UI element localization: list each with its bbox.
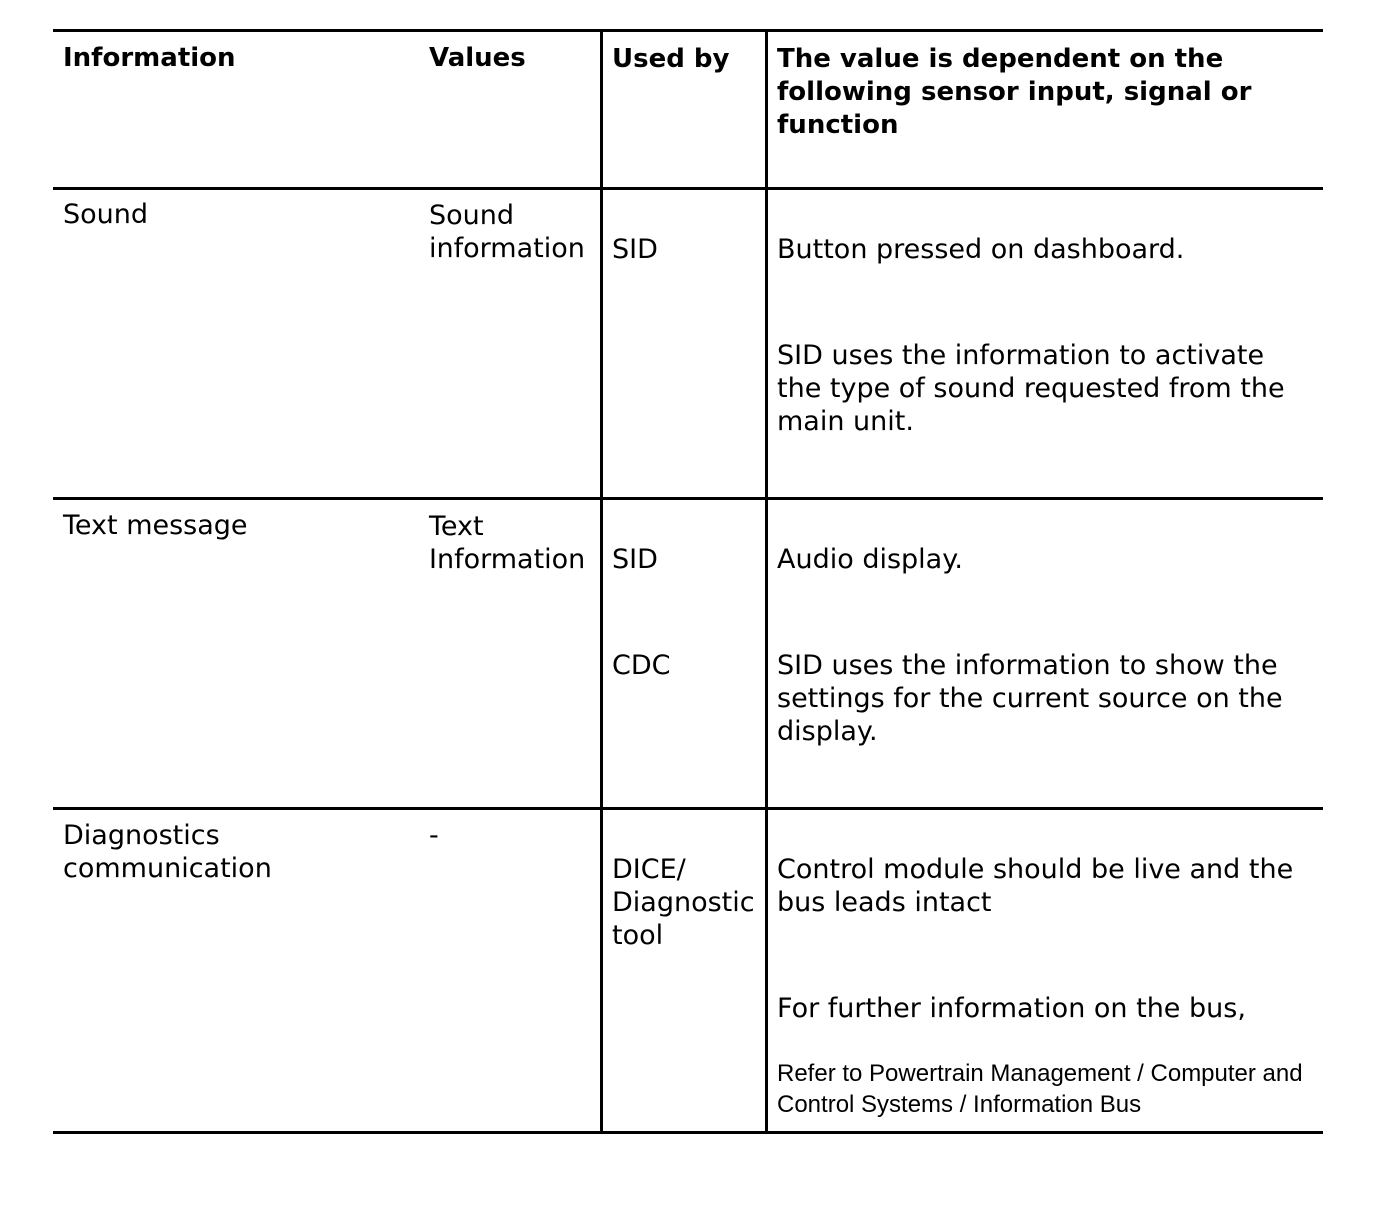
row-2-used-by-item-1: SID [612, 544, 658, 575]
row-3-dependent [777, 820, 1377, 1153]
row-2-used-by-item-2: CDC [612, 650, 671, 681]
row-2-dependent-line-1: Audio display. [777, 544, 963, 575]
header-used-by: Used by [612, 44, 730, 74]
row-divider-2 [53, 807, 1323, 810]
row-2-dependent-line-2: SID uses the information to show the settings for the current source on the display. [777, 650, 1283, 747]
row-3-used-by [612, 820, 755, 985]
row-2-used-by [612, 510, 671, 715]
header-values: Values [429, 43, 526, 73]
row-2-information: Text message [63, 510, 248, 541]
row-1-information: Sound [63, 199, 149, 230]
header-bottom-border [53, 187, 1323, 190]
header-information: Information [63, 43, 236, 73]
row-1-used-by-item: SID [612, 234, 658, 265]
row-2-dependent [777, 510, 1317, 781]
row-1-dependent [777, 200, 1317, 471]
row-3-dependent-line-1: Control module should be live and the bus leads intact [777, 854, 1294, 918]
row-divider-1 [53, 497, 1323, 500]
row-3-used-by-item: DICE/ Diagnostic tool [612, 854, 755, 951]
table-top-border [53, 29, 1323, 32]
row-3-reference-link[interactable]: Refer to Powertrain Management / Computer and Control Systems / Information Bus [777, 1060, 1303, 1118]
column-divider-1 [600, 31, 603, 1133]
row-3-values: - [429, 820, 439, 851]
row-3-information: Diagnostics communication [63, 820, 272, 884]
row-1-dependent-line-2: SID uses the information to activate the type of sound requested from the main unit. [777, 340, 1285, 437]
column-divider-2 [765, 31, 768, 1133]
row-1-used-by [612, 200, 658, 299]
row-3-dependent-line-2: For further information on the bus, [777, 993, 1246, 1024]
row-2-values: Text Information [429, 511, 586, 575]
header-dependent: The value is dependent on the following sensor input, signal or function [777, 44, 1252, 140]
row-1-dependent-line-1: Button pressed on dashboard. [777, 234, 1185, 265]
row-1-values: Sound information [429, 200, 585, 264]
